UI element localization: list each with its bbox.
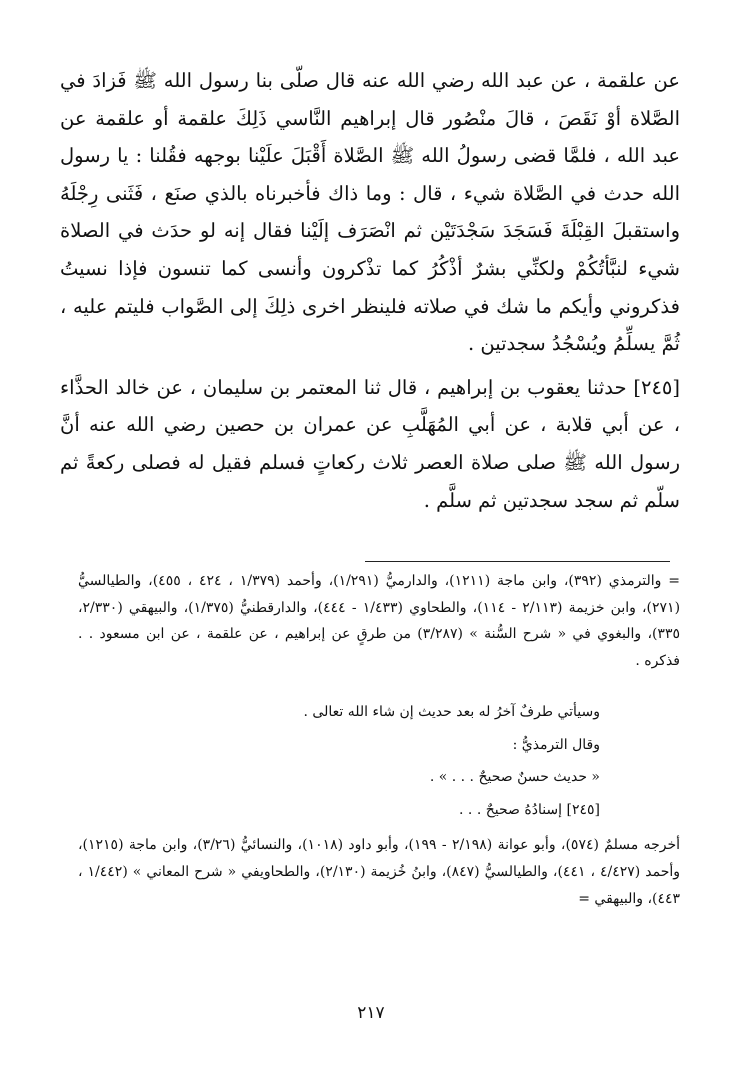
footnote-continuation: = والترمذي (٣٩٢)، وابن ماجة (١٢١١)، والدارميُّ (١/٢٩١)، وأحمد (١/٣٧٩ ، ٤٢٤ ، ٤٥٥)، والطيالسيُّ (٢٧١)، وابن خزيمة (٢/١١٣ - ١١٤)، والطحاوي (١/٤٣٣ - ٤٤٤)، والدارقطنيُّ (١/٣٧٥)، والبيهقي (٢/٣٣٠، ٣٣٥)، والبغوي في « شرح السُّنة » (٣/٢٨٧) من طرقٍ عن إبراهيم ، عن علقمة ، عن ابن مسعود . . فذكره . (78, 573, 681, 669)
footnote-line: « حديث حسنٌ صحيحٌ . . . » . (429, 769, 600, 786)
main-text (60, 62, 680, 519)
footnote-quotes (78, 696, 680, 826)
footnote-line: وسيأتي طرفٌ آخرُ له بعد حديث إن شاء الله تعالى . (303, 704, 600, 721)
footnote-takhrij: أخرجه مسلمٌ (٥٧٤)، وأبو عوانة (٢/١٩٨ - ١٩٩)، وأبو داود (١٠١٨)، والنسائيُّ (٣/٢٦)، وابن ماجة (١٢١٥)، وأحمد (٤/٤٢٧ ، ٤٤١)، والطيالسيُّ (٨٤٧)، وابنُ خُزيمة (٢/١٣٠)، والطحاويفي « شرح المعاني » (١/٤٤٢ ، ٤٤٣)، والبيهقي = (78, 837, 681, 907)
hadith-paragraph: عن علقمة ، عن عبد الله رضي الله عنه قال صلّى بنا رسول الله ﷺ فَزادَ في الصَّلاة أوْ نَقَصَ ، قالَ منْصُور قال إبراهيم النَّاسي ذَلِكَ علقمة أو علقمة عن عبد الله ، فلمَّا قضى رسولُ الله ﷺ الصَّلاة أَقْبَلَ علَيْنا بوجهه فقُلنا : يا رسول الله حدث في الصَّلاة شيء ، قال : وما ذاك فأخبرناه بالذي صنَع ، فَثَنى رِجْلَهُ واستقبلَ القِبْلَةَ فَسَجَدَ سَجْدَتَيْن ثم انْصَرَف إلَيْنا فقال إنه لو حدَث في الصلاة شيء لنبَّأتُكُمْ ولكنِّي بشرٌ أذْكُرُ كما تذْكرون وأنسى كما تنسون فإذا نسيتُ فذكروني وأيكم ما شك في صلاته فلينظر اخرى ذلِكَ إلى الصَّواب فليتم عليه ، ثُمَّ يسلِّمُ ويُسْجُدُ سجدتين . (60, 69, 680, 356)
hadith-paragraph-245: [٢٤٥] حدثنا يعقوب بن إبراهيم ، قال ثنا المعتمر بن سليمان ، عن خالد الحذَّاء ، عن أبي قلابة ، عن أبي المُهَلَّبِ عن عمران بن حصين رضي الله عنه أنَّ رسول الله ﷺ صلى صلاة العصر ثلاث ركعاتٍ فسلم فقيل له فصلى ركعةً ثم سلّم ثم سجد سجدتين ثم سلَّم . (60, 375, 680, 512)
footnote-divider (365, 561, 670, 562)
footnotes (78, 568, 680, 912)
page-number: ٢١٧ (357, 1003, 385, 1023)
footnote-line: وقال الترمذيُّ : (512, 736, 600, 753)
footnote-line: [٢٤٥] إسنادُهُ صحيحٌ . . . (459, 801, 600, 818)
